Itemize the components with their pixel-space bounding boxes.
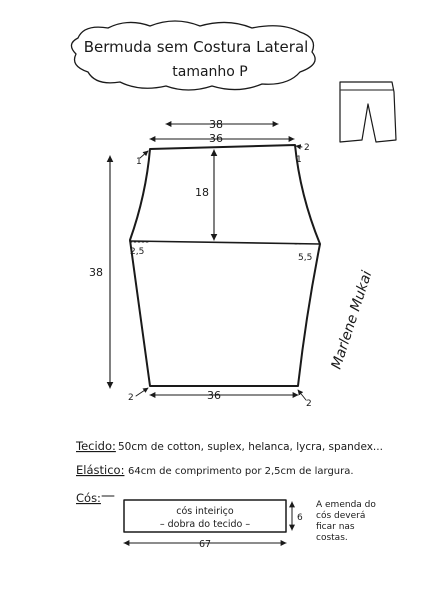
cos-label: Cós: [76,491,101,505]
signature: Marlene Mukai [328,268,376,372]
mark-bottom-right: 2 [306,399,312,409]
cos-note-line-3: ficar nas [316,522,355,532]
dim-label-cos-height: 6 [297,513,303,523]
waistband-line-2: – dobra do tecido – [159,519,251,530]
tecido-text: 50cm de cotton, suplex, helanca, lycra, spandex... [118,441,383,453]
cos-note-line-2: cós deverá [316,511,366,521]
shorts-thumbnail-icon [340,82,396,142]
mark-bottom-left: 2 [128,393,134,403]
dim-label-top-outer: 38 [209,118,223,131]
cos-note-line-1: A emenda do [316,500,376,510]
cos-note-line-4: costas. [316,533,348,543]
mark-top-right-1: 1 [296,155,302,165]
tecido-label: Tecido: [76,439,116,453]
mark-bottom-left-arrow [136,388,148,396]
waistband-line-1: cós inteiriço [176,506,234,517]
dim-label-rise: 18 [195,186,209,199]
title-line-2: tamanho P [172,64,248,80]
dim-label-side-length: 38 [89,266,103,279]
elastico-text: 64cm de comprimento por 2,5cm de largura. [128,466,354,477]
dim-label-top-inner: 36 [209,132,223,145]
hip-line [130,241,320,244]
mark-top-right-2: 2 [304,143,310,153]
title-line-1: Bermuda sem Costura Lateral [83,38,309,56]
mark-bottom-right-arrow [298,390,306,400]
mark-top-left-arrow [140,151,148,158]
dim-label-bottom: 36 [207,389,221,402]
dim-label-left-offset: 2,5 [130,247,145,257]
mark-top-right-arrow [296,146,302,147]
dim-label-right-offset: 5,5 [298,253,313,263]
elastico-label: Elástico: [76,463,125,477]
mark-top-left: 1 [136,157,142,167]
dim-label-cos-width: 67 [198,539,212,550]
pattern-piece-outline [130,145,320,386]
